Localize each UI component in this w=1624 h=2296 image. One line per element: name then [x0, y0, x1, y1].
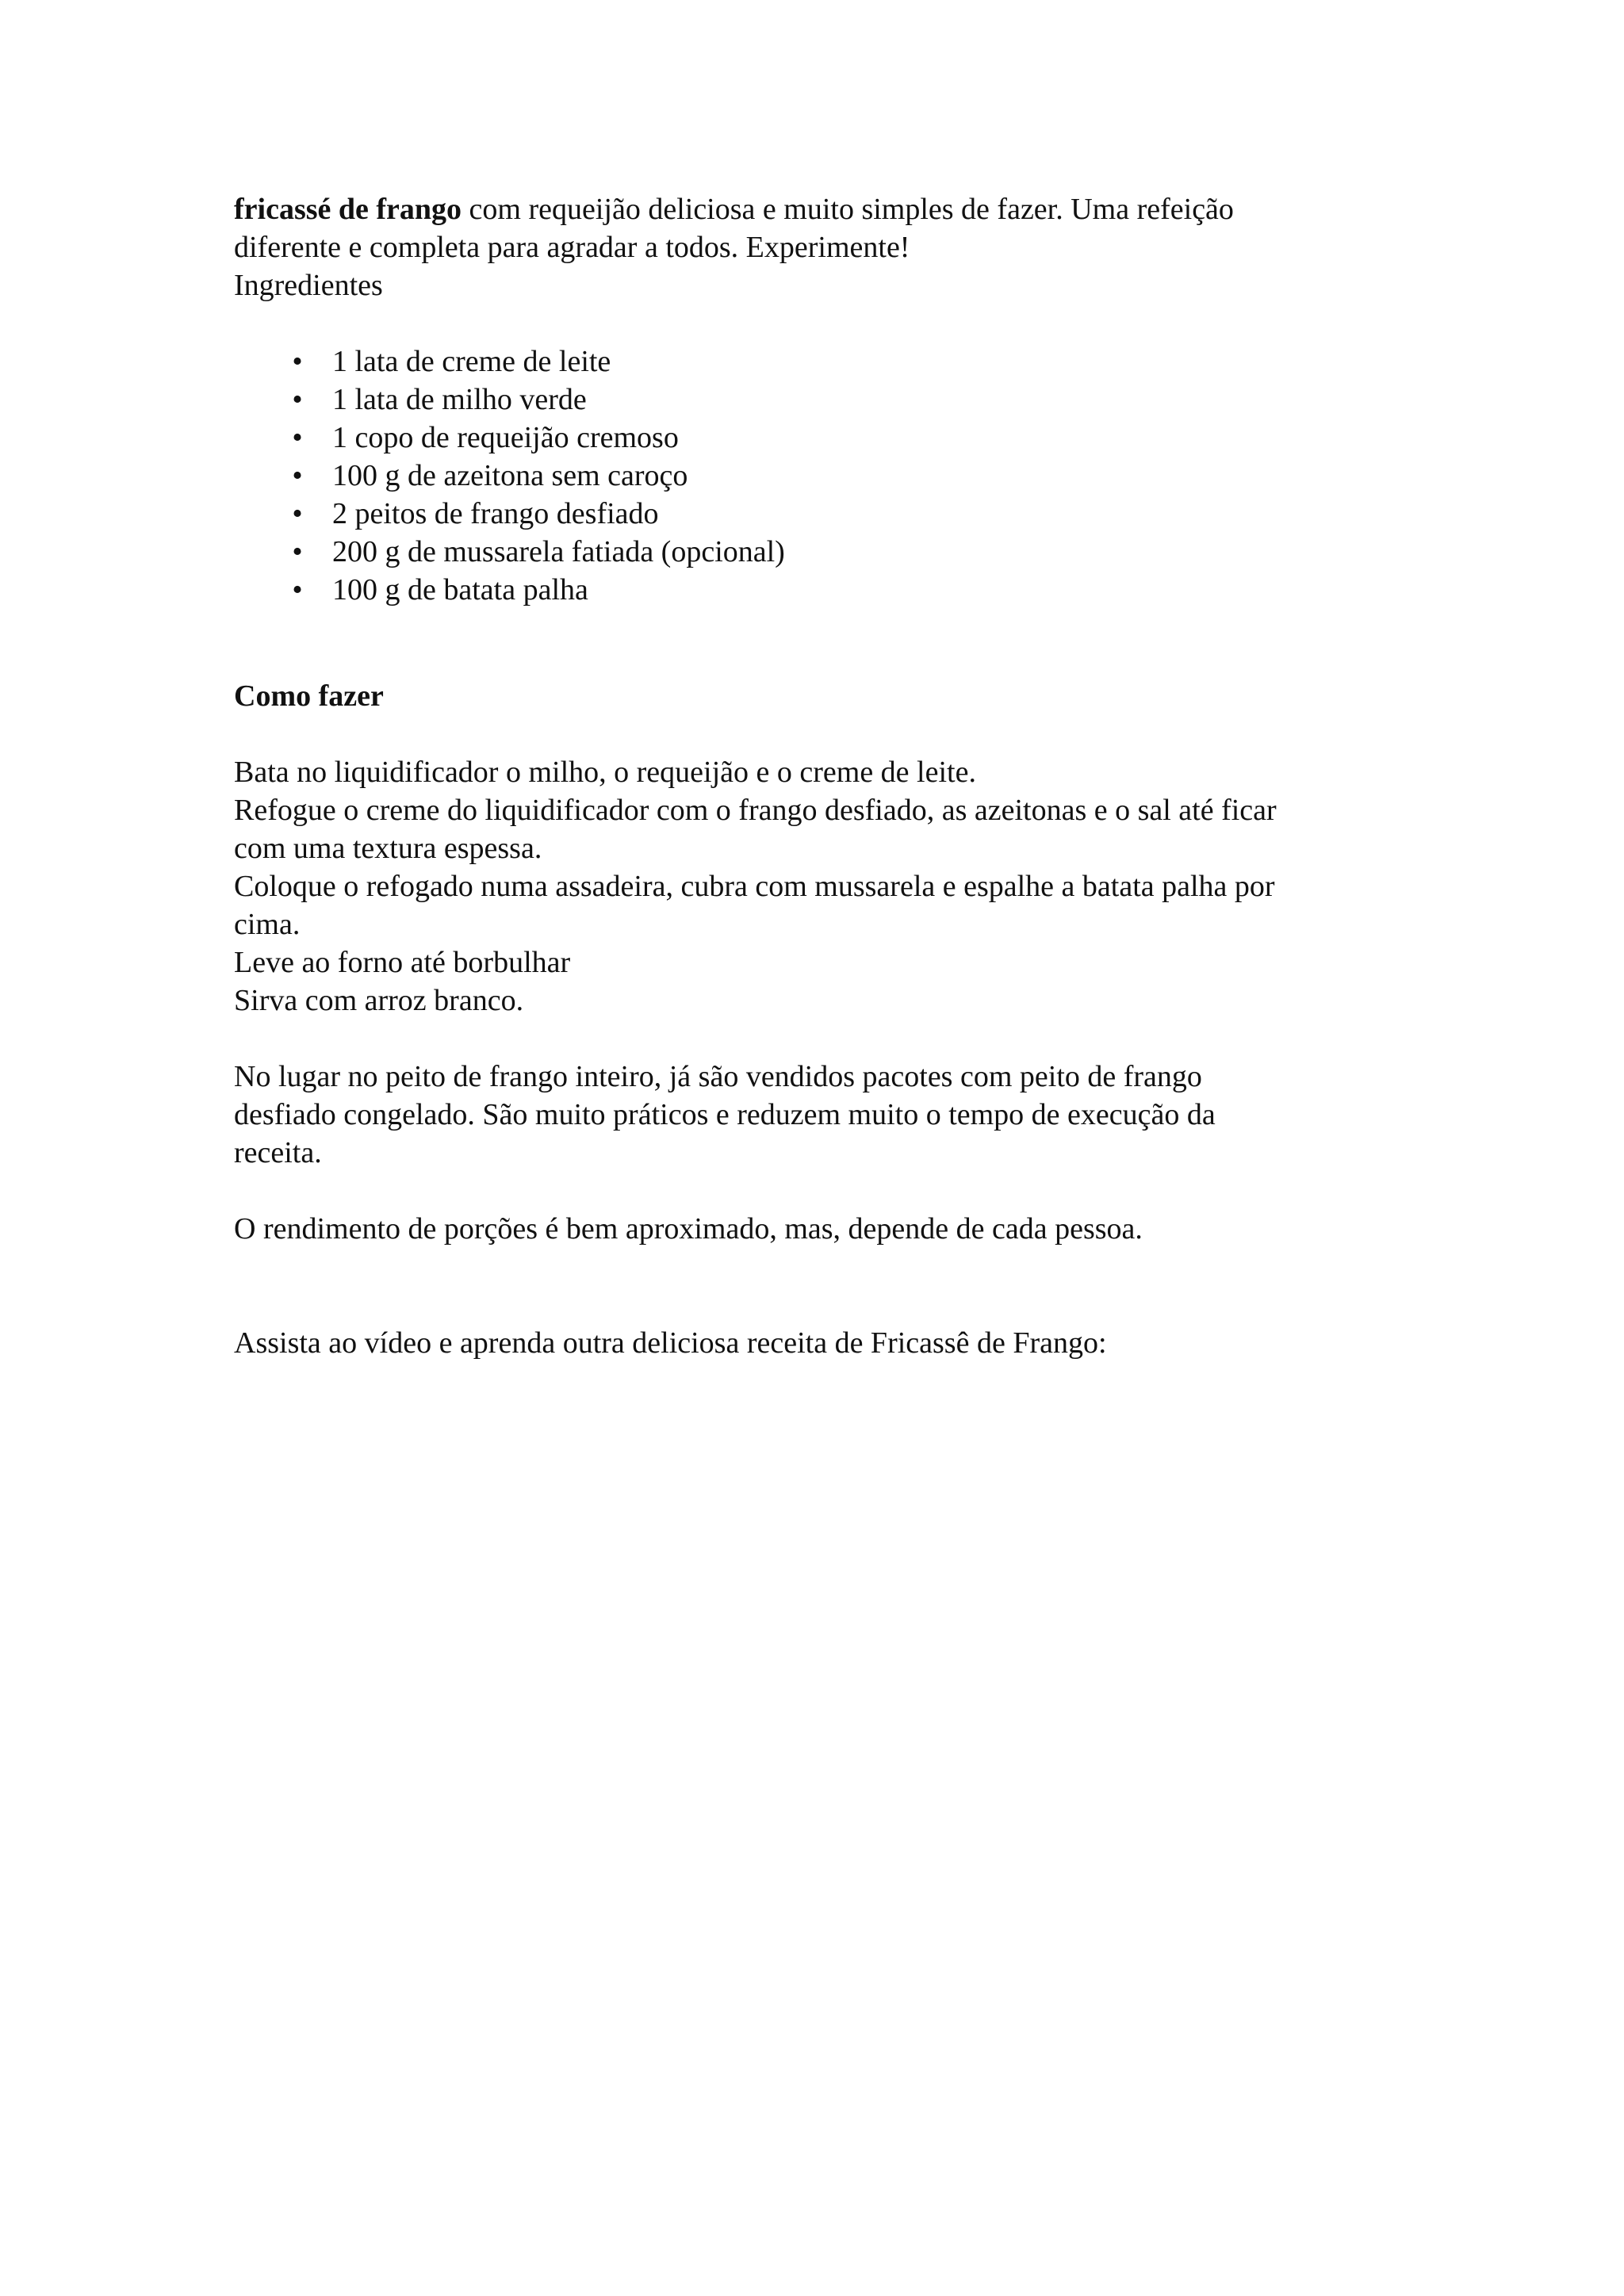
bullet-icon: • [292, 421, 303, 454]
tip-line: No lugar no peito de frango inteiro, já são vendidos pacotes com peito de frango [234, 1060, 1202, 1093]
list-item [234, 381, 1384, 419]
tip-line: receita. [234, 1136, 322, 1169]
method-steps [234, 753, 1384, 1020]
tip-line: desfiado congelado. São muito práticos e reduzem muito o tempo de execução da [234, 1098, 1216, 1131]
ingredients-label: Ingredientes [234, 269, 383, 302]
ingredient-text: 100 g de azeitona sem caroço [332, 459, 688, 492]
list-item [234, 571, 1384, 609]
section-title-method: Como fazer [234, 679, 384, 713]
list-item [234, 342, 1384, 381]
ingredients-list [234, 342, 1384, 609]
method-line: com uma textura espessa. [234, 832, 542, 865]
intro-line-1 [234, 190, 1384, 228]
method-line: cima. [234, 908, 301, 941]
method-line: Sirva com arroz branco. [234, 984, 524, 1017]
intro-line-2: diferente e completa para agradar a todos. Experimente! [234, 231, 910, 264]
method-line: Leve ao forno até borbulhar [234, 946, 571, 979]
list-item [234, 419, 1384, 457]
list-item [234, 495, 1384, 533]
bullet-icon: • [292, 383, 303, 416]
list-item [234, 533, 1384, 571]
tip-paragraph [234, 1058, 1384, 1172]
bullet-icon: • [292, 345, 303, 378]
ingredient-text: 1 lata de milho verde [332, 383, 587, 416]
ingredient-text: 1 copo de requeijão cremoso [332, 421, 679, 454]
recipe-name: fricassé de frango [234, 193, 462, 226]
bullet-icon: • [292, 497, 303, 530]
document-body [234, 190, 1384, 1362]
list-item [234, 457, 1384, 495]
video-paragraph: Assista ao vídeo e aprenda outra deliciosa receita de Fricassê de Frango: [234, 1326, 1107, 1360]
bullet-icon: • [292, 459, 303, 492]
ingredient-text: 2 peitos de frango desfiado [332, 497, 659, 530]
bullet-icon: • [292, 573, 303, 607]
ingredient-text: 200 g de mussarela fatiada (opcional) [332, 535, 785, 568]
method-line: Coloque o refogado numa assadeira, cubra com mussarela e espalhe a batata palha por [234, 870, 1275, 903]
method-line: Refogue o creme do liquidificador com o frango desfiado, as azeitonas e o sal até ficar [234, 794, 1277, 827]
yield-paragraph: O rendimento de porções é bem aproximado, mas, depende de cada pessoa. [234, 1212, 1143, 1246]
ingredient-text: 100 g de batata palha [332, 573, 588, 607]
bullet-icon: • [292, 535, 303, 568]
intro-line-1-text: com requeijão deliciosa e muito simples de fazer. Uma refeição [462, 193, 1234, 226]
method-line: Bata no liquidificador o milho, o requeijão e o creme de leite. [234, 756, 976, 789]
ingredient-text: 1 lata de creme de leite [332, 345, 611, 378]
